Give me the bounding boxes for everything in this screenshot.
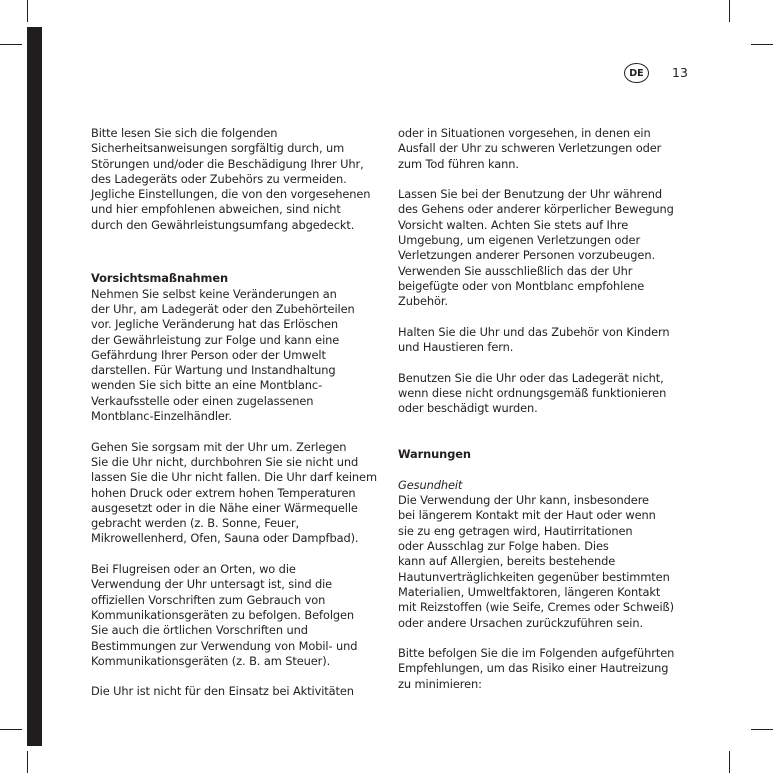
paragraph bbox=[398, 126, 690, 172]
text-line: oder beschädigt wurden. bbox=[398, 401, 538, 416]
text-line: Vorsicht walten. Achten Sie stets auf Ihre bbox=[398, 217, 629, 232]
paragraph bbox=[398, 646, 690, 692]
crop-mark-top-right-h bbox=[751, 44, 773, 45]
text-line: Empfehlungen, um das Risiko einer Hautreizung bbox=[398, 661, 669, 676]
text-line: beigefügte oder von Montblanc empfohlene bbox=[398, 278, 645, 293]
text-line: Bitte befolgen Sie die im Folgenden aufgeführten bbox=[398, 646, 675, 661]
crop-mark-bottom-left-v bbox=[27, 751, 28, 773]
section-heading-precautions: Vorsichtsmaßnahmen bbox=[91, 271, 228, 286]
text-line: Jegliche Einstellungen, die von den vorgesehenen bbox=[91, 187, 371, 202]
text-line: Benutzen Sie die Uhr oder das Ladegerät nicht, bbox=[398, 370, 664, 385]
text-line: Sicherheitsanweisungen sorgfältig durch, um bbox=[91, 141, 345, 156]
crop-mark-top-left-v bbox=[27, 0, 28, 22]
text-line: Mikrowellenherd, Ofen, Sauna oder Dampfbad). bbox=[91, 531, 359, 546]
text-line: wenden Sie sich bitte an eine Montblanc- bbox=[91, 378, 323, 393]
text-line: Ausfall der Uhr zu schweren Verletzungen oder bbox=[398, 141, 662, 156]
paragraph bbox=[398, 187, 690, 309]
text-line: Materialien, Umweltfaktoren, längeren Kontakt bbox=[398, 584, 661, 599]
text-line: sie zu eng getragen wird, Hautirritationen bbox=[398, 523, 633, 538]
text-line: zum Tod führen kann. bbox=[398, 156, 519, 171]
text-line: hohen Druck oder extrem hohen Temperaturen bbox=[91, 485, 356, 500]
text-line: Sie die Uhr nicht, durchbohren Sie sie nicht und bbox=[91, 454, 359, 469]
text-line: Zubehör. bbox=[398, 294, 448, 309]
paragraph bbox=[91, 562, 383, 669]
paragraph bbox=[398, 371, 690, 417]
text-line: darstellen. Für Wartung und Instandhaltung bbox=[91, 363, 336, 378]
text-line: mit Reizstoffen (wie Seife, Cremes oder Schweiß) bbox=[398, 600, 674, 615]
text-line: Montblanc-Einzelhändler. bbox=[91, 409, 232, 424]
text-line: Die Uhr ist nicht für den Einsatz bei Aktivitäten bbox=[91, 684, 354, 699]
text-line: und Haustieren fern. bbox=[398, 340, 514, 355]
text-line: lassen Sie die Uhr nicht fallen. Die Uhr darf keinem bbox=[91, 470, 377, 485]
text-line: Nehmen Sie selbst keine Veränderungen an bbox=[91, 286, 337, 301]
text-line: Hautunverträglichkeiten gegenüber bestimmten bbox=[398, 569, 670, 584]
text-line: Die Verwendung der Uhr kann, insbesondere bbox=[398, 493, 649, 508]
paragraph bbox=[91, 287, 383, 425]
left-column bbox=[91, 126, 383, 700]
intro-paragraph bbox=[91, 126, 383, 233]
text-line: Kommunikationsgeräten (z. B. am Steuer). bbox=[91, 653, 331, 668]
text-line: kann auf Allergien, bereits bestehende bbox=[398, 554, 616, 569]
text-line: Bitte lesen Sie sich die folgenden bbox=[91, 126, 278, 140]
text-line: Kommunikationsgeräten zu befolgen. Befolgen bbox=[91, 607, 355, 622]
crop-mark-top-left-h bbox=[0, 44, 22, 45]
crop-mark-bottom-right-h bbox=[751, 729, 773, 730]
text-line: Lassen Sie bei der Benutzung der Uhr während bbox=[398, 187, 663, 202]
text-line: Gehen Sie sorgsam mit der Uhr um. Zerlegen bbox=[91, 439, 347, 454]
text-line: Störungen und/oder die Beschädigung Ihrer Uhr, bbox=[91, 156, 364, 171]
text-line: Halten Sie die Uhr und das Zubehör von Kindern bbox=[398, 324, 670, 339]
text-line: bei längerem Kontakt mit der Haut oder wenn bbox=[398, 508, 656, 523]
text-line: zu minimieren: bbox=[398, 676, 482, 691]
text-line: Verwendung der Uhr untersagt ist, sind die bbox=[91, 577, 333, 592]
paragraph bbox=[91, 440, 383, 547]
page-number: 13 bbox=[672, 65, 688, 80]
paragraph bbox=[398, 493, 690, 631]
text-line: wenn diese nicht ordnungsgemäß funktionieren bbox=[398, 386, 667, 401]
paragraph bbox=[398, 325, 690, 356]
language-badge: DE bbox=[624, 63, 649, 83]
text-line: Verletzungen anderer Personen vorzubeugen. bbox=[398, 248, 655, 263]
text-line: Gefährdung Ihrer Person oder der Umwelt bbox=[91, 347, 326, 362]
text-line: vor. Jegliche Veränderung hat das Erlöschen bbox=[91, 317, 339, 332]
text-line: Bei Flugreisen oder an Orten, wo die bbox=[91, 562, 296, 577]
text-line: oder in Situationen vorgesehen, in denen ein bbox=[398, 126, 651, 140]
right-column bbox=[398, 126, 690, 692]
crop-mark-top-right-v bbox=[729, 0, 730, 22]
text-line: Sie auch die örtlichen Vorschriften und bbox=[91, 623, 308, 638]
paragraph bbox=[91, 684, 383, 699]
text-line: Verkaufsstelle oder einen zugelassenen bbox=[91, 393, 314, 408]
text-line: gebracht werden (z. B. Sonne, Feuer, bbox=[91, 516, 300, 531]
crop-mark-bottom-right-v bbox=[729, 751, 730, 773]
subheading-health: Gesundheit bbox=[398, 477, 463, 492]
text-line: Bestimmungen zur Verwendung von Mobil- und bbox=[91, 638, 358, 653]
text-line: offiziellen Vorschriften zum Gebrauch von bbox=[91, 592, 326, 607]
crop-mark-bottom-left-h bbox=[0, 729, 22, 730]
text-line: und hier empfohlenen abweichen, sind nicht bbox=[91, 202, 341, 217]
text-line: der Uhr, am Ladegerät oder den Zubehörteilen bbox=[91, 301, 355, 316]
binding-spine bbox=[27, 27, 42, 746]
text-line: durch den Gewährleistungsumfang abgedeckt. bbox=[91, 217, 355, 232]
text-line: oder andere Ursachen zurückzuführen sein. bbox=[398, 615, 644, 630]
section-heading-warnings: Warnungen bbox=[398, 447, 471, 462]
text-line: der Gewährleistung zur Folge und kann eine bbox=[91, 332, 340, 347]
text-line: oder Ausschlag zur Folge haben. Dies bbox=[398, 539, 609, 554]
text-line: des Ladegeräts oder Zubehörs zu vermeiden. bbox=[91, 171, 347, 186]
text-line: Verwenden Sie ausschließlich das der Uhr bbox=[398, 263, 633, 278]
text-line: des Gehens oder anderer körperlicher Bewegung bbox=[398, 202, 674, 217]
text-line: ausgesetzt oder in die Nähe einer Wärmequelle bbox=[91, 500, 358, 515]
text-line: Umgebung, um eigenen Verletzungen oder bbox=[398, 233, 641, 248]
